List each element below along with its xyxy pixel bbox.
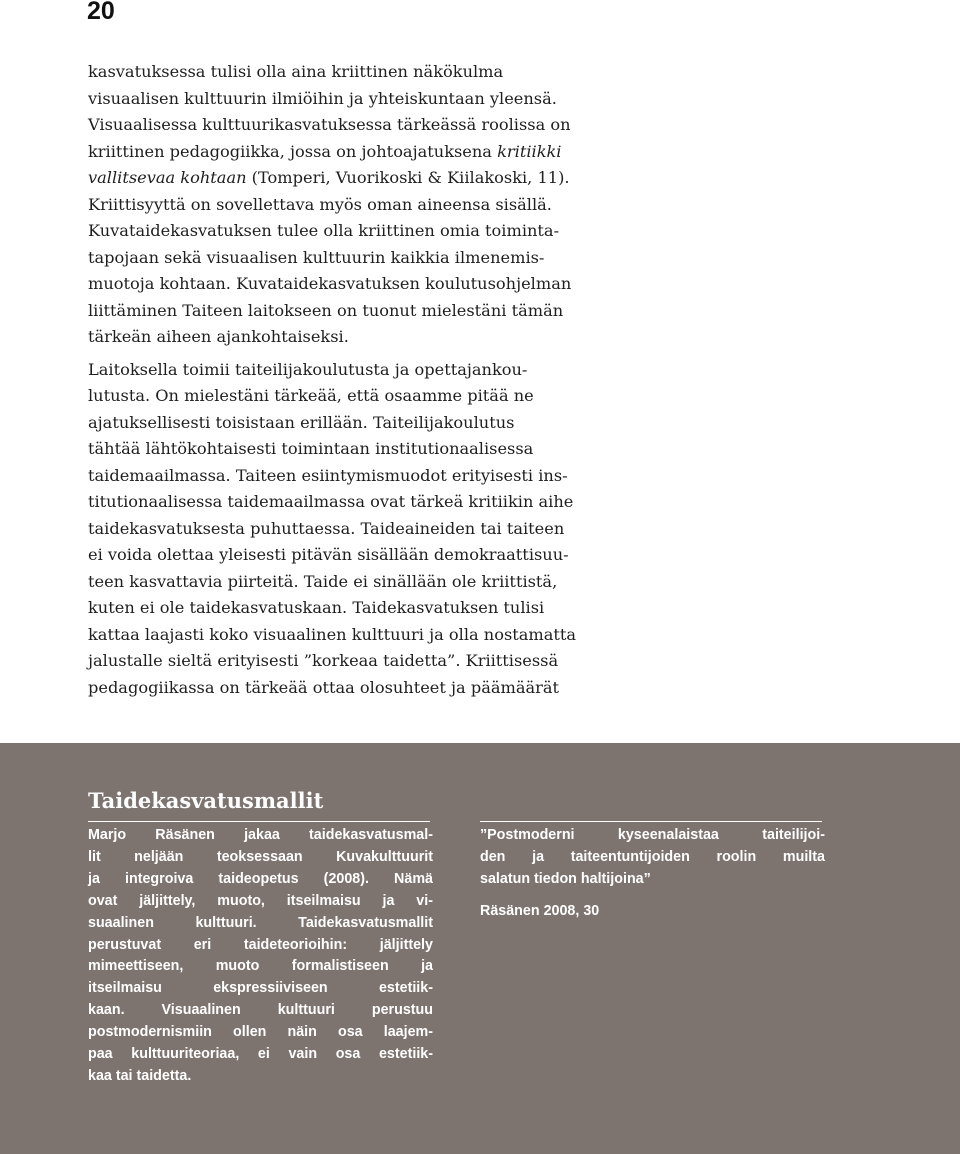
text-line: mimeettiseen, muoto formalistiseen ja xyxy=(88,958,433,975)
text-line: kuten ei ole taidekasvatuskaan. Taidekasvatuksen tulisi xyxy=(88,598,545,617)
text-line: tärkeän aiheen ajankohtaiseksi. xyxy=(88,327,349,346)
text-line xyxy=(88,165,648,192)
divider xyxy=(480,821,822,822)
text-line: suaalinen kulttuuri. Taidekasvatusmallit xyxy=(88,914,433,931)
text-line: itseilmaisu ekspressiiviseen estetiik- xyxy=(88,980,433,997)
body-text xyxy=(88,59,648,701)
text-run: (Tomperi, Vuorikoski & Kiilakoski, 11). xyxy=(246,168,570,187)
text-line: ei voida olettaa yleisesti pitävän sisällään demokraattisuu- xyxy=(88,545,569,564)
info-box xyxy=(0,743,960,1154)
text-line: Kuvataidekasvatuksen tulee olla kriittinen omia toiminta- xyxy=(88,221,560,240)
paragraph xyxy=(88,59,648,351)
text-line: Marjo Räsänen jakaa taidekasvatusmal- xyxy=(88,827,433,843)
text-line: taidemaailmassa. Taiteen esiintymismuodot erityisesti ins- xyxy=(88,465,568,485)
text-line xyxy=(88,139,648,166)
text-line: ja integroiva taideopetus (2008). Nämä xyxy=(88,870,433,887)
text-line: lutusta. On mielestäni tärkeää, että osaamme pitää ne xyxy=(88,386,534,405)
paragraph xyxy=(88,357,648,702)
text-line: taidekasvatuksesta puhuttaessa. Taideaineiden tai taiteen xyxy=(88,518,565,538)
text-line: perustuvat eri taideteorioihin: jäljittely xyxy=(88,936,433,953)
info-box-title: Taidekasvatusmallit xyxy=(88,788,324,813)
text-line: liittäminen Taiteen laitokseen on tuonut mielestäni tämän xyxy=(88,300,564,320)
text-line: pedagogiikassa on tärkeää ottaa olosuhteet ja päämäärät xyxy=(88,677,560,697)
info-box-body xyxy=(88,825,433,1088)
page-number: 20 xyxy=(87,0,115,25)
text-line: jalustalle sieltä erityisesti ”korkeaa taidetta”. Kriittisessä xyxy=(88,651,559,670)
text-line: teen kasvattavia piirteitä. Taide ei sinällään ole kriittistä, xyxy=(88,571,558,591)
text-line: kasvatuksessa tulisi olla aina kriittinen näkökulma xyxy=(88,62,504,81)
pull-quote xyxy=(480,825,825,923)
text-line: ovat jäljittely, muoto, itseilmaisu ja vi- xyxy=(88,892,433,909)
text-line: kaa tai taidetta. xyxy=(88,1067,192,1084)
text-run: kriittinen pedagogiikka, jossa on johtoajatuksena xyxy=(88,141,498,161)
text-line: Kriittisyyttä on sovellettava myös oman aineensa sisällä. xyxy=(88,194,552,214)
text-line: kattaa laajasti koko visuaalinen kulttuuri ja olla nostamatta xyxy=(88,624,577,644)
text-line: visuaalisen kulttuurin ilmiöihin ja yhteiskuntaan yleensä. xyxy=(88,88,557,108)
text-line: postmodernismiin ollen näin osa laajem- xyxy=(88,1024,433,1041)
text-line: titutionaalisessa taidemaailmassa ovat tärkeä kritiikin aihe xyxy=(88,492,574,511)
quote-line: salatun tiedon haltijoina” xyxy=(480,870,651,887)
text-line: tähtää lähtökohtaisesti toimintaan institutionaalisessa xyxy=(88,439,534,458)
quote-line: den ja taiteentuntijoiden roolin muilta xyxy=(480,848,825,865)
text-line: muotoja kohtaan. Kuvataidekasvatuksen koulutusohjelman xyxy=(88,274,572,293)
quote-citation: Räsänen 2008, 30 xyxy=(480,902,600,919)
italic-term: kritiikki xyxy=(497,141,562,161)
text-line: Laitoksella toimii taiteilijakoulutusta ja opettajankou- xyxy=(88,359,528,379)
italic-term: vallitsevaa kohtaan xyxy=(88,168,247,187)
quote-line: ”Postmoderni kyseenalaistaa taiteilijoi- xyxy=(480,827,825,843)
text-line: ajatuksellisesti toisistaan erillään. Taiteilijakoulutus xyxy=(88,412,515,432)
text-line: Visuaalisessa kulttuurikasvatuksessa tärkeässä roolissa on xyxy=(88,115,571,134)
divider xyxy=(88,821,430,822)
text-line: paa kulttuuriteoriaa, ei vain osa estetiik- xyxy=(88,1046,433,1063)
text-line: lit neljään teoksessaan Kuvakulttuurit xyxy=(88,848,433,865)
text-line: kaan. Visuaalinen kulttuuri perustuu xyxy=(88,1002,433,1019)
text-line: tapojaan sekä visuaalisen kulttuurin kaikkia ilmenemis- xyxy=(88,247,545,267)
